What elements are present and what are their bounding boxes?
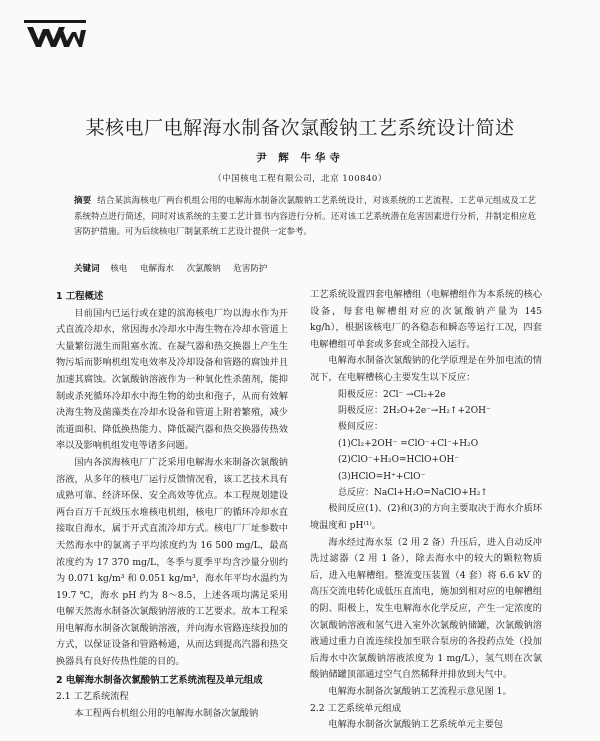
paragraph: 电解海水制备次氯酸钠工艺系统单元主要包: [328, 719, 503, 731]
paragraph: 工艺系统设置四套电解槽组（电解槽组作为本系统的核心设备，每套电解槽组对应的次氯酸钠产量为 145 kg/h），根据该核电厂的各稳态和瞬态等运行工况，四套电解槽组可单套或多套或全部投入运行。: [310, 289, 542, 350]
equation: (1)Cl₂+2OH⁻ =ClO⁻+Cl⁻+H₂O: [338, 438, 479, 449]
paragraph: 电解海水制备次氯酸钠的化学原理是在外加电流的情况下，在电解槽核心主要发生以下反应：: [310, 355, 542, 383]
section-2-1-heading: 2.1 工艺系统流程: [56, 691, 129, 703]
section-2-heading: 2 电解海水制备次氯酸钠工艺系统流程及单元组成: [56, 674, 263, 686]
journal-logo-icon: [24, 20, 86, 50]
paragraph: 极间反应(1)、(2)和(3)的方向主要取决于海水介质环境温度和 pH⁽¹⁾。: [310, 503, 542, 531]
keywords: [74, 262, 536, 277]
paragraph: 海水经过海水泵（2 用 2 备）升压后，进入自动反冲洗过滤器（2 用 1 备），除去海水中的较大的颗粒物质后，进入电解槽组。整流变压装置（4 套）将 6.6 kV 的高压交流电转化成低压直流电，施加到相对应的电解槽组的阴、阳极上，发生电解海水化学反应，产生一定浓度的次氯酸钠溶液和氢气进入室外次氯酸钠储罐，次氯酸钠溶液通过重力自流连续投加至联合泵房的各投药点处（投加后海水中次氯酸钠溶液浓度为 1 mg/L），氢气则在次氯酸钠储罐顶部通过空气自然稀释并排放到大气中。: [310, 536, 542, 681]
equation: (3)HClO=H⁺+ClO⁻: [338, 471, 426, 482]
equation: 总反应：NaCl+H₂O=NaClO+H₂↑: [338, 488, 488, 498]
section-1-heading: 1 工程概述: [56, 291, 104, 302]
equation: (2)ClO⁻+H₂O=HClO+OH⁻: [338, 455, 460, 466]
right-column: [310, 287, 542, 734]
keyword: 核电: [110, 264, 128, 274]
paragraph: 本工程两台机组公用的电解海水制备次氯酸钠: [74, 707, 259, 719]
equation: 极间反应：: [338, 422, 384, 433]
keyword: 电解海水: [139, 264, 174, 274]
keywords-label: 关键词: [74, 264, 100, 274]
paragraph: 电解海水制备次氯酸钠工艺流程示意见图 1。: [328, 685, 512, 697]
abstract: [74, 194, 536, 241]
left-column: [56, 287, 288, 722]
paragraph: 国内各滨海核电厂广泛采用电解海水来制备次氯酸钠溶液，从多年的核电厂运行反馈情况看，该工艺技术具有成熟可靠、经济环保、安全高效等优点。本工程规划建设两台百万千瓦级压水堆核电机组，核电厂的循环冷却水直接取自海水，属于开式直流冷却方式。核电厂厂址参数中天然海水中的氯离子平均浓度约为 16 500 mg/L，最高浓度约为 17 370 mg/L，冬季与夏季平均含沙量分别约为 0.071 kg/m³ 和 0.051 kg/m³，海水年平均水温约为 19.7 ℃，海水 pH 约为 8～8.5，上述各项均满足采用电解天然海水制备次氯酸钠溶液的工艺要求。故本工程采用电解海水制备次氯酸钠溶液，并向海水管路连续投加的方式，以保证设备和管路畅通，从而达到提高汽器和热交换器具有良好传热性能的目的。: [56, 456, 288, 668]
equation: 阳极反应：2Cl⁻ →Cl₂+2e: [338, 389, 446, 400]
keyword: 次氯酸钠: [186, 264, 221, 274]
keyword: 危害防护: [233, 264, 268, 274]
abstract-text: 结合某滨海核电厂两台机组公用的电解海水制备次氯酸钠工艺系统设计，对该系统的工艺流程、工艺单元组成及工艺系统特点进行简述，同时对该系统的主要工艺计算书内容进行分析。还对该工艺系统潜在危害因素进行分析，并制定相应危害防护措施。可为后续核电厂制氯系统工艺设计提供一定参考。: [74, 196, 536, 237]
paper-title: 某核电厂电解海水制备次氯酸钠工艺系统设计简述: [85, 117, 515, 139]
abstract-label: 摘要: [74, 196, 92, 206]
section-2-2-heading: 2.2 工艺系统单元组成: [310, 702, 402, 714]
equation: 阴极反应：2H₂O+2e⁻→H₂↑+2OH⁻: [338, 405, 491, 416]
affiliation: （中国核电工程有限公司，北京 100840）: [213, 174, 387, 184]
authors: 尹 辉 牛华寺: [256, 152, 344, 164]
paragraph: 目前国内已运行或在建的滨海核电厂均以海水作为开式直流冷却水，常因海水冷却水中海生物在冷却水管道上大量繁衍滋生而阻塞水流、在凝气器和热交换器上产生生物污垢而影响机组发电效率及冷却设备和管路的腐蚀并且加速其腐蚀。次氯酸钠溶液作为一种氧化性杀菌剂，能抑制或杀死循环冷却水中海生物的幼虫和孢子，从而有效解决海生物及菌藻类在冷却水设备和管道上附着繁殖，减少流道面积、降低换热能力、降低凝汽器和热交换器传热效率以及影响机组发电等诸多问题。: [56, 307, 288, 452]
